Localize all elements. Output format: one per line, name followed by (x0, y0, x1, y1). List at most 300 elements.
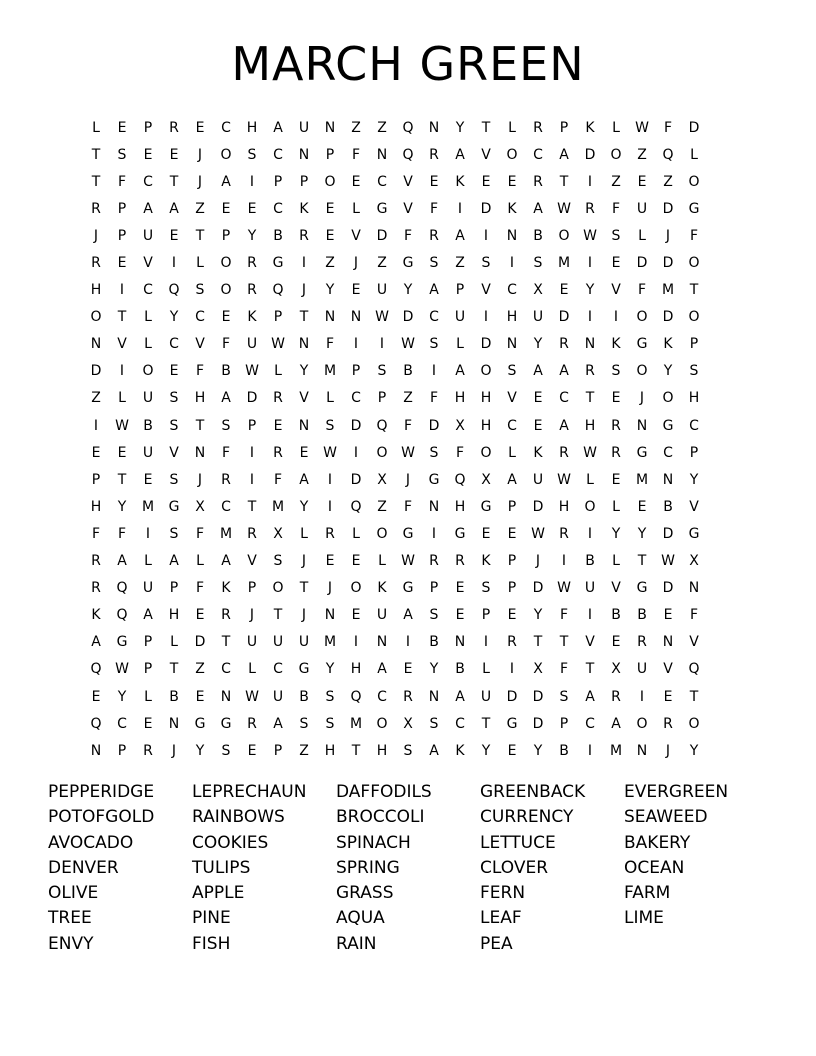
grid-letter: D (350, 417, 362, 434)
grid-letter: S (429, 607, 439, 624)
grid-letter: K (221, 580, 231, 597)
grid-letter: M (219, 525, 233, 542)
grid-letter: A (559, 146, 569, 163)
grid-letter: S (325, 688, 335, 705)
word-item: PEPPERIDGE (48, 782, 155, 802)
grid-letter: B (403, 363, 413, 380)
grid-letter: U (532, 471, 544, 488)
grid-letter: J (249, 607, 255, 624)
grid-letter: F (429, 200, 439, 217)
grid-letter: Y (455, 119, 465, 136)
grid-letter: E (195, 688, 205, 705)
grid-letter: D (662, 309, 674, 326)
grid-letter: S (221, 417, 231, 434)
word-item: SPINACH (336, 832, 411, 853)
grid-letter: X (689, 553, 699, 570)
grid-letter: V (689, 634, 699, 651)
grid-letter: N (324, 607, 336, 624)
word-column (192, 780, 336, 957)
grid-letter: C (377, 688, 387, 705)
word-item: EVERGREEN (624, 782, 729, 802)
grid-letter: E (533, 417, 543, 434)
grid-letter: J (197, 471, 203, 488)
grid-letter: R (273, 444, 283, 461)
grid-letter: L (300, 525, 308, 542)
grid-letter: V (663, 661, 673, 678)
word-item: RAINBOWS (192, 807, 285, 828)
grid-letter: D (532, 715, 544, 732)
grid-letter: Z (325, 255, 335, 272)
grid-letter: G (506, 715, 518, 732)
word-item: SPRING (336, 857, 400, 878)
grid-letter: R (247, 715, 257, 732)
grid-letter: R (221, 607, 231, 624)
grid-letter: T (559, 173, 569, 190)
grid-letter: E (481, 173, 491, 190)
grid-letter: L (274, 363, 282, 380)
grid-letter: F (351, 146, 361, 163)
grid-letter: T (481, 119, 491, 136)
grid-letter: A (221, 173, 231, 190)
grid-letter: F (403, 417, 413, 434)
grid-letter: C (689, 417, 699, 434)
grid-letter: R (533, 173, 543, 190)
grid-letter: B (169, 688, 179, 705)
grid-letter: J (405, 471, 411, 488)
grid-letter: O (220, 282, 232, 299)
grid-letter: E (637, 498, 647, 515)
grid-letter: B (299, 688, 309, 705)
grid-letter: K (91, 607, 101, 624)
grid-letter: L (326, 390, 334, 407)
grid-letter: R (221, 471, 231, 488)
grid-letter: A (377, 661, 387, 678)
grid-letter: Q (454, 471, 466, 488)
grid-letter: N (428, 119, 440, 136)
grid-letter: T (585, 390, 595, 407)
grid-letter: F (637, 282, 647, 299)
grid-letter: O (636, 363, 648, 380)
grid-letter: J (535, 553, 541, 570)
grid-letter: R (91, 580, 101, 597)
grid-letter: N (636, 417, 648, 434)
grid-letter: G (298, 661, 310, 678)
grid-letter: A (455, 688, 465, 705)
grid-letter: C (117, 715, 127, 732)
grid-letter: P (221, 227, 231, 244)
grid-letter: E (169, 146, 179, 163)
grid-letter: E (117, 255, 127, 272)
grid-letter: Y (429, 661, 439, 678)
word-item: DENVER (48, 857, 119, 878)
grid-letter: I (587, 607, 593, 624)
grid-letter: T (169, 173, 179, 190)
grid-letter: W (661, 553, 675, 570)
word-item: CURRENCY (480, 807, 574, 828)
grid-letter: E (117, 119, 127, 136)
grid-letter: O (142, 363, 154, 380)
grid-letter: X (481, 471, 491, 488)
word-item: FISH (192, 933, 231, 954)
grid-letter: A (221, 390, 231, 407)
grid-letter: W (401, 336, 415, 353)
grid-letter: P (507, 498, 517, 515)
grid-letter: Q (688, 661, 700, 678)
grid-letter: H (194, 390, 206, 407)
grid-letter: B (585, 553, 595, 570)
grid-letter: H (480, 390, 492, 407)
grid-letter: D (506, 688, 518, 705)
grid-letter: L (352, 525, 360, 542)
grid-letter: L (144, 688, 152, 705)
grid-letter: I (379, 336, 385, 353)
grid-letter: I (119, 363, 125, 380)
grid-letter: N (90, 742, 102, 759)
grid-letter: K (455, 742, 465, 759)
grid-letter: N (298, 417, 310, 434)
grid-letter: Q (168, 282, 180, 299)
grid-row (83, 439, 733, 466)
grid-letter: E (533, 390, 543, 407)
grid-row (83, 548, 733, 575)
grid-letter: Y (585, 282, 595, 299)
grid-letter: B (663, 498, 673, 515)
grid-letter: I (587, 255, 593, 272)
grid-letter: E (663, 688, 673, 705)
grid-letter: G (454, 525, 466, 542)
grid-letter: C (663, 444, 673, 461)
grid-letter: H (480, 417, 492, 434)
grid-letter: M (141, 498, 155, 515)
grid-letter: M (609, 742, 623, 759)
grid-letter: I (353, 336, 359, 353)
grid-letter: L (248, 661, 256, 678)
grid-letter: L (612, 553, 620, 570)
grid-letter: I (509, 255, 515, 272)
grid-letter: V (611, 282, 621, 299)
grid-letter: Q (402, 119, 414, 136)
grid-letter: L (378, 553, 386, 570)
grid-letter: J (301, 282, 307, 299)
grid-letter: L (144, 553, 152, 570)
grid-row (83, 168, 733, 195)
grid-letter: B (273, 227, 283, 244)
grid-letter: L (92, 119, 100, 136)
grid-row (83, 737, 733, 764)
grid-letter: V (247, 553, 257, 570)
grid-letter: H (90, 498, 102, 515)
grid-letter: S (429, 715, 439, 732)
grid-letter: F (221, 336, 231, 353)
word-item: PEA (480, 933, 513, 954)
grid-letter: Y (689, 471, 699, 488)
grid-letter: P (143, 661, 153, 678)
grid-letter: W (583, 444, 597, 461)
grid-letter: W (583, 227, 597, 244)
grid-letter: V (195, 336, 205, 353)
grid-letter: G (402, 255, 414, 272)
grid-letter: P (559, 119, 569, 136)
grid-letter: Z (377, 498, 387, 515)
grid-letter: R (533, 119, 543, 136)
grid-letter: Y (117, 688, 127, 705)
grid-letter: Q (402, 146, 414, 163)
grid-letter: V (169, 444, 179, 461)
grid-letter: V (611, 580, 621, 597)
grid-letter: O (636, 715, 648, 732)
grid-letter: R (559, 444, 569, 461)
grid-letter: G (168, 498, 180, 515)
grid-letter: G (480, 498, 492, 515)
grid-letter: X (195, 498, 205, 515)
grid-letter: U (480, 688, 492, 705)
grid-letter: E (247, 742, 257, 759)
grid-letter: P (325, 146, 335, 163)
grid-letter: F (689, 607, 699, 624)
grid-letter: F (689, 227, 699, 244)
grid-letter: I (327, 471, 333, 488)
grid-letter: T (559, 634, 569, 651)
grid-letter: P (143, 119, 153, 136)
grid-letter: G (428, 471, 440, 488)
grid-letter: Y (611, 525, 621, 542)
grid-letter: P (273, 173, 283, 190)
grid-letter: C (507, 282, 517, 299)
grid-letter: O (90, 309, 102, 326)
word-item: POTOFGOLD (48, 807, 155, 828)
grid-letter: L (144, 309, 152, 326)
grid-letter: E (143, 471, 153, 488)
grid-letter: O (688, 255, 700, 272)
word-item: CLOVER (480, 857, 548, 878)
grid-letter: Y (325, 661, 335, 678)
word-item: GREENBACK (480, 782, 586, 802)
word-item: COOKIES (192, 832, 269, 853)
grid-letter: Q (350, 498, 362, 515)
grid-letter: I (119, 282, 125, 299)
grid-letter: P (429, 580, 439, 597)
grid-letter: Y (247, 227, 257, 244)
grid-letter: M (661, 282, 675, 299)
grid-letter: P (481, 607, 491, 624)
grid-letter: Y (533, 336, 543, 353)
grid-letter: P (507, 580, 517, 597)
grid-letter: Q (376, 417, 388, 434)
grid-letter: Y (403, 282, 413, 299)
grid-letter: E (351, 607, 361, 624)
grid-letter: E (351, 173, 361, 190)
grid-letter: F (403, 227, 413, 244)
grid-letter: S (429, 336, 439, 353)
grid-letter: N (584, 336, 596, 353)
grid-letter: J (665, 742, 671, 759)
grid-letter: N (506, 336, 518, 353)
grid-letter: B (611, 607, 621, 624)
grid-letter: C (455, 715, 465, 732)
grid-letter: S (325, 715, 335, 732)
grid-letter: B (533, 227, 543, 244)
grid-letter: O (376, 444, 388, 461)
grid-letter: Y (637, 525, 647, 542)
grid-letter: O (480, 444, 492, 461)
grid-letter: E (611, 471, 621, 488)
grid-letter: I (613, 309, 619, 326)
word-item: LIME (624, 908, 664, 929)
grid-letter: E (611, 255, 621, 272)
grid-letter: J (301, 607, 307, 624)
grid-letter: W (115, 661, 129, 678)
grid-letter: K (507, 200, 517, 217)
grid-row (83, 602, 733, 629)
grid-letter: O (584, 498, 596, 515)
grid-letter: D (532, 580, 544, 597)
grid-letter: S (273, 553, 283, 570)
grid-letter: A (611, 715, 621, 732)
grid-letter: T (533, 634, 543, 651)
grid-letter: S (195, 282, 205, 299)
grid-letter: D (246, 390, 258, 407)
grid-letter: X (455, 417, 465, 434)
grid-letter: D (532, 498, 544, 515)
grid-letter: K (377, 580, 387, 597)
grid-letter: K (585, 119, 595, 136)
grid-letter: A (585, 688, 595, 705)
grid-letter: B (455, 661, 465, 678)
grid-letter: O (220, 255, 232, 272)
grid-letter: E (507, 607, 517, 624)
grid-letter: Z (377, 119, 387, 136)
grid-letter: G (402, 580, 414, 597)
grid-letter: Q (116, 607, 128, 624)
grid-letter: T (91, 173, 101, 190)
grid-letter: H (350, 661, 362, 678)
grid-letter: F (117, 173, 127, 190)
grid-letter: G (272, 255, 284, 272)
grid-letter: O (220, 146, 232, 163)
grid-letter: I (249, 471, 255, 488)
grid-letter: B (559, 742, 569, 759)
word-item: RAIN (336, 933, 377, 954)
grid-letter: R (455, 553, 465, 570)
grid-row (83, 520, 733, 547)
grid-letter: F (117, 525, 127, 542)
grid-letter: P (247, 417, 257, 434)
grid-row (83, 331, 733, 358)
puzzle-title: MARCH GREEN (231, 37, 585, 91)
grid-letter: R (91, 200, 101, 217)
grid-letter: F (455, 444, 465, 461)
grid-letter: D (584, 146, 596, 163)
grid-letter: S (117, 146, 127, 163)
grid-letter: E (611, 390, 621, 407)
word-item: ENVY (48, 933, 94, 954)
grid-letter: D (558, 309, 570, 326)
grid-letter: T (117, 471, 127, 488)
grid-letter: M (635, 471, 649, 488)
grid-letter: L (690, 146, 698, 163)
grid-letter: R (585, 363, 595, 380)
grid-row (83, 304, 733, 331)
grid-letter: U (246, 634, 258, 651)
grid-letter: A (169, 200, 179, 217)
grid-letter: K (611, 336, 621, 353)
grid-letter: F (221, 444, 231, 461)
word-item: LEPRECHAUN (192, 782, 307, 802)
grid-letter: I (171, 255, 177, 272)
grid-letter: E (143, 146, 153, 163)
grid-letter: O (688, 715, 700, 732)
grid-letter: S (429, 444, 439, 461)
grid-letter: O (506, 146, 518, 163)
grid-letter: C (273, 146, 283, 163)
grid-letter: V (481, 282, 491, 299)
grid-letter: S (481, 580, 491, 597)
grid-letter: E (455, 607, 465, 624)
grid-row (83, 222, 733, 249)
word-item: LETTUCE (480, 832, 556, 853)
grid-letter: R (559, 336, 569, 353)
grid-letter: I (431, 363, 437, 380)
grid-letter: E (455, 580, 465, 597)
grid-letter: U (272, 634, 284, 651)
grid-letter: A (455, 363, 465, 380)
grid-letter: D (662, 200, 674, 217)
grid-letter: S (559, 688, 569, 705)
grid-letter: S (403, 742, 413, 759)
grid-letter: N (636, 742, 648, 759)
grid-letter: E (91, 444, 101, 461)
grid-letter: W (245, 363, 259, 380)
grid-letter: C (221, 498, 231, 515)
grid-letter: C (351, 390, 361, 407)
grid-letter: F (403, 498, 413, 515)
grid-letter: G (662, 417, 674, 434)
grid-letter: F (195, 580, 205, 597)
grid-letter: K (533, 444, 543, 461)
grid-letter: E (169, 363, 179, 380)
grid-letter: V (507, 390, 517, 407)
grid-letter: J (665, 227, 671, 244)
grid-letter: W (557, 471, 571, 488)
grid-letter: Z (91, 390, 101, 407)
grid-letter: A (559, 417, 569, 434)
grid-letter: O (558, 227, 570, 244)
grid-letter: V (689, 498, 699, 515)
grid-letter: E (429, 173, 439, 190)
grid-letter: M (349, 715, 363, 732)
grid-letter: E (559, 282, 569, 299)
grid-letter: P (117, 200, 127, 217)
grid-letter: W (401, 553, 415, 570)
word-list (48, 780, 788, 957)
grid-row (83, 385, 733, 412)
grid-row (83, 575, 733, 602)
grid-letter: S (169, 525, 179, 542)
grid-letter: E (507, 742, 517, 759)
grid-letter: V (403, 173, 413, 190)
grid-letter: O (350, 580, 362, 597)
grid-letter: E (221, 309, 231, 326)
grid-letter: H (324, 742, 336, 759)
grid-letter: R (91, 553, 101, 570)
word-item: FARM (624, 883, 671, 904)
grid-letter: Y (533, 742, 543, 759)
grid-letter: E (169, 227, 179, 244)
grid-letter: K (299, 200, 309, 217)
word-column (336, 780, 480, 957)
grid-letter: Z (299, 742, 309, 759)
grid-letter: P (247, 580, 257, 597)
